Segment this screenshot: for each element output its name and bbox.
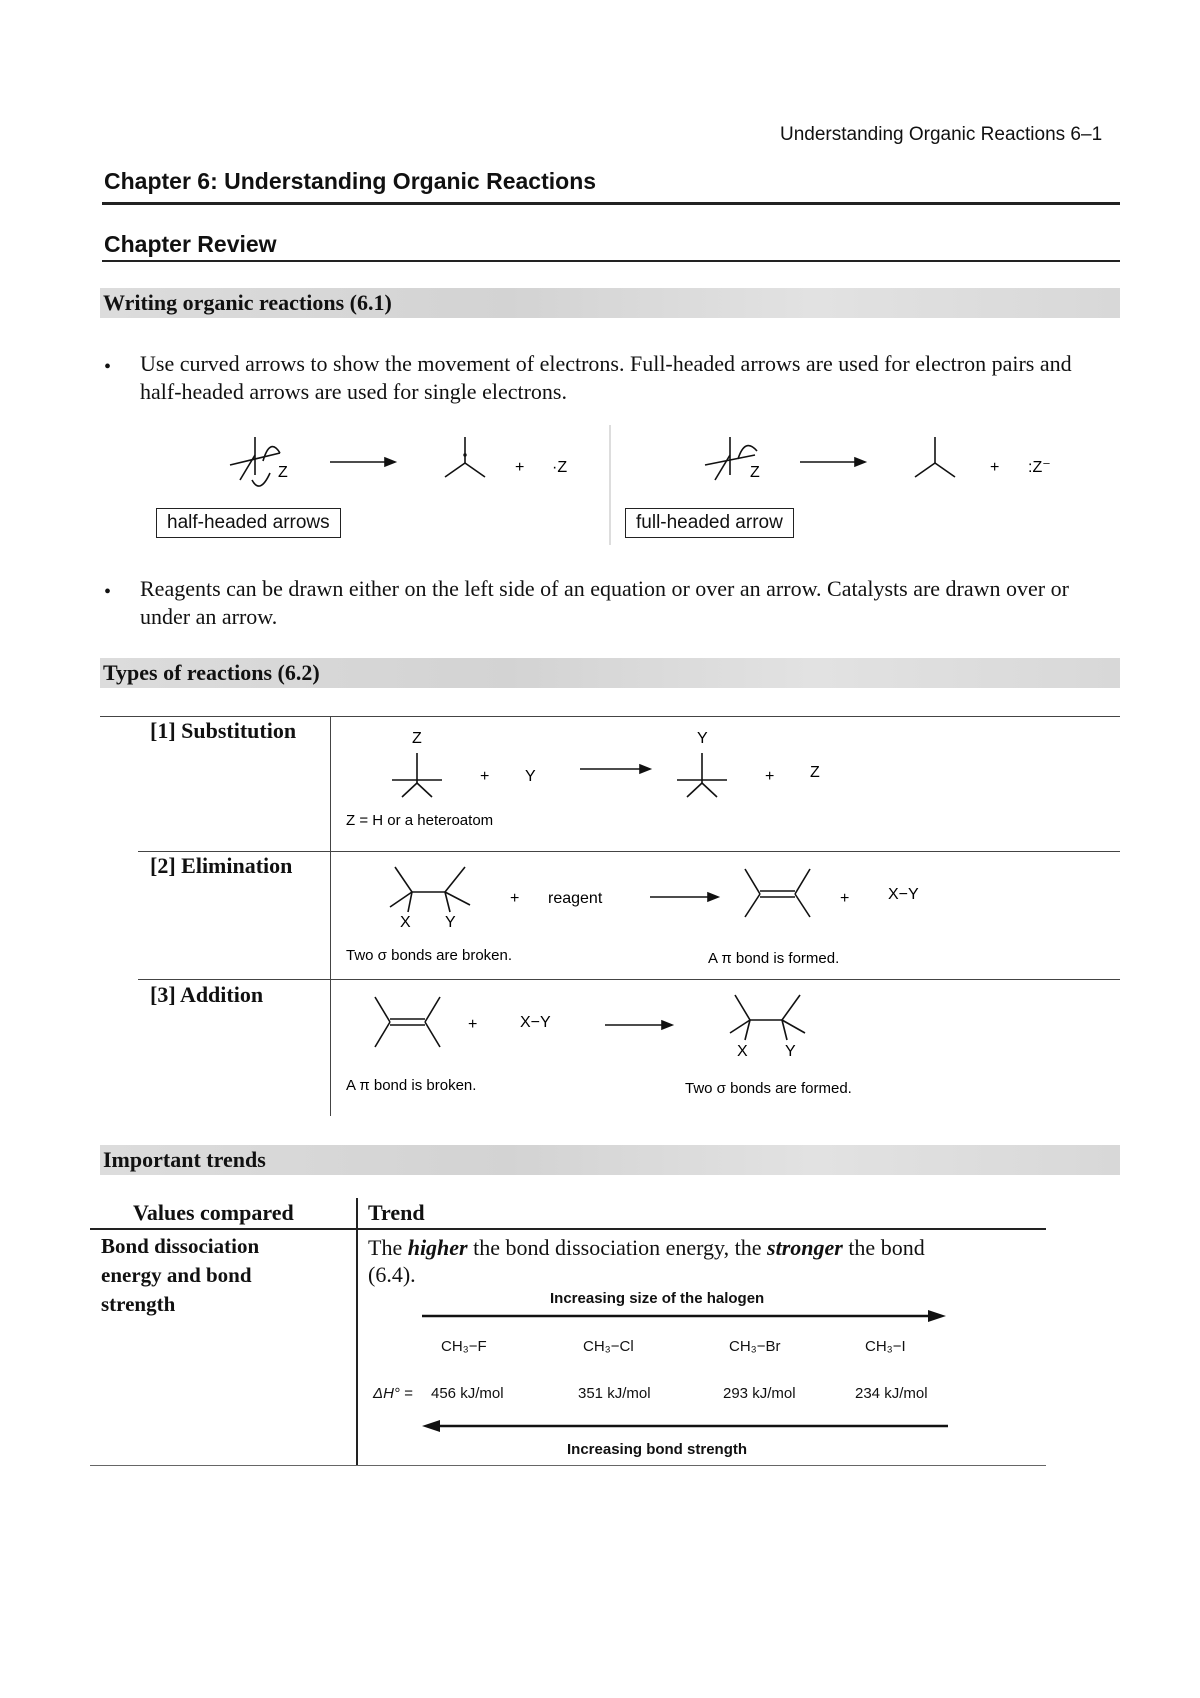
row-label-line: Bond dissociation (101, 1234, 260, 1258)
radical-product (445, 437, 485, 477)
plus-sign: + (510, 890, 520, 907)
section-title-writing: Writing organic reactions (6.1) (103, 290, 392, 315)
add-caption-left: A π bond is broken. (346, 1077, 477, 1094)
elim-caption-left: Two σ bonds are broken. (346, 947, 513, 964)
col-header-values: Values compared (133, 1200, 294, 1225)
compound-ch3br: CH₃−Br (729, 1338, 781, 1355)
homolytic-z: Z (278, 464, 288, 481)
types-top-rule (100, 716, 1120, 717)
add-product (730, 995, 805, 1040)
elimination-diagram (340, 857, 1040, 977)
plus-sign: + (468, 1016, 478, 1033)
bullet-reagents: Reagents can be drawn either on the left side of an equation or over an arrow. Catalysts are drawn over or under an arrow. (140, 576, 1069, 629)
plus-sign: + (515, 459, 525, 476)
trend-reference: (6.4). (368, 1262, 416, 1287)
bullet-marker: • (104, 581, 112, 603)
sub-y-reagent: Y (525, 768, 536, 785)
bullet-curved-arrows: Use curved arrows to show the movement of electrons. Full-headed arrows are used for electron pairs and half-headed arrows are used for single electrons. (140, 351, 1072, 404)
top-arrow-label: Increasing size of the halogen (550, 1290, 765, 1307)
running-head: Understanding Organic Reactions 6–1 (780, 124, 1103, 145)
trends-bottom-rule (90, 1465, 1046, 1466)
compound-ch3f: CH₃−F (441, 1338, 487, 1355)
anion-z: :Z⁻ (1028, 459, 1051, 476)
bullet-marker: • (104, 356, 112, 378)
elim-xy: X−Y (888, 886, 919, 903)
energy-ch3br: 293 kJ/mol (723, 1385, 796, 1402)
types-column-divider (330, 716, 331, 1116)
chapter-review-rule (102, 260, 1120, 262)
types-row-rule (138, 979, 1120, 980)
trends-header-rule (90, 1228, 1046, 1230)
trend-emphasis-higher: higher (407, 1235, 468, 1260)
add-reactant (375, 997, 440, 1047)
addition-label: [3] Addition (150, 982, 264, 1007)
row-label-bond-dissociation (101, 1232, 259, 1319)
compound-ch3i: CH₃−I (865, 1338, 906, 1355)
elim-reagent: reagent (548, 890, 603, 907)
add-xy: X−Y (520, 1014, 551, 1031)
row-label-line: strength (101, 1292, 176, 1316)
trend-text: the bond (842, 1235, 925, 1260)
addition-diagram (340, 985, 1040, 1110)
substitution-label: [1] Substitution (150, 718, 297, 743)
plus-sign: + (840, 890, 850, 907)
sub-caption: Z = H or a heteroatom (346, 812, 494, 829)
sub-z-label: Z (412, 730, 422, 747)
add-arrow (605, 1021, 672, 1029)
chapter-title: Chapter 6: Understanding Organic Reactions (104, 168, 597, 194)
trend-text: The (368, 1235, 408, 1260)
chapter-title-rule (102, 202, 1120, 205)
energy-ch3f: 456 kJ/mol (431, 1385, 504, 1402)
trend-text: the bond dissociation energy, the (467, 1235, 768, 1260)
sub-product (677, 753, 727, 797)
delta-h-label: ΔH° = (373, 1385, 413, 1402)
full-headed-arrow-label: full-headed arrow (625, 508, 794, 538)
sub-arrow (580, 765, 650, 773)
plus-sign: + (990, 459, 1000, 476)
elim-y: Y (445, 914, 456, 931)
compound-ch3cl: CH₃−Cl (583, 1338, 634, 1355)
section-title-types: Types of reactions (6.2) (103, 660, 320, 685)
bottom-arrow-label: Increasing bond strength (567, 1441, 748, 1458)
sub-z-product: Z (810, 764, 820, 781)
homolytic-reactant (230, 437, 280, 486)
plus-sign: + (765, 768, 775, 785)
sub-reactant (392, 753, 442, 797)
half-headed-arrows-label: half-headed arrows (156, 508, 341, 538)
section-title-trends: Important trends (103, 1147, 266, 1172)
substitution-diagram (340, 725, 1040, 850)
plus-sign: + (480, 768, 490, 785)
row-label-line: energy and bond (101, 1263, 252, 1287)
elim-reactant (390, 867, 470, 912)
trends-column-divider (356, 1198, 358, 1466)
radical-z: ·Z (552, 459, 568, 476)
bottom-trend-arrow (420, 1418, 950, 1434)
reaction-arrow-1 (330, 458, 395, 466)
col-header-trend: Trend (368, 1200, 425, 1225)
chapter-review-title: Chapter Review (104, 231, 277, 257)
types-row-rule (138, 851, 1120, 852)
elim-product (745, 869, 810, 917)
elim-x: X (400, 914, 411, 931)
energy-ch3cl: 351 kJ/mol (578, 1385, 651, 1402)
elimination-label: [2] Elimination (150, 853, 293, 878)
elim-arrow (650, 893, 718, 901)
elim-caption-right: A π bond is formed. (708, 950, 840, 967)
energy-ch3i: 234 kJ/mol (855, 1385, 928, 1402)
sub-y-label: Y (697, 730, 708, 747)
top-trend-arrow (420, 1308, 950, 1324)
reaction-arrow-2 (800, 458, 865, 466)
cation-product (915, 437, 955, 477)
trend-emphasis-stronger: stronger (767, 1235, 843, 1260)
add-y: Y (785, 1043, 796, 1060)
add-x: X (737, 1043, 748, 1060)
add-caption-right: Two σ bonds are formed. (685, 1080, 852, 1097)
trend-statement (368, 1234, 1008, 1288)
heterolytic-z: Z (750, 464, 760, 481)
